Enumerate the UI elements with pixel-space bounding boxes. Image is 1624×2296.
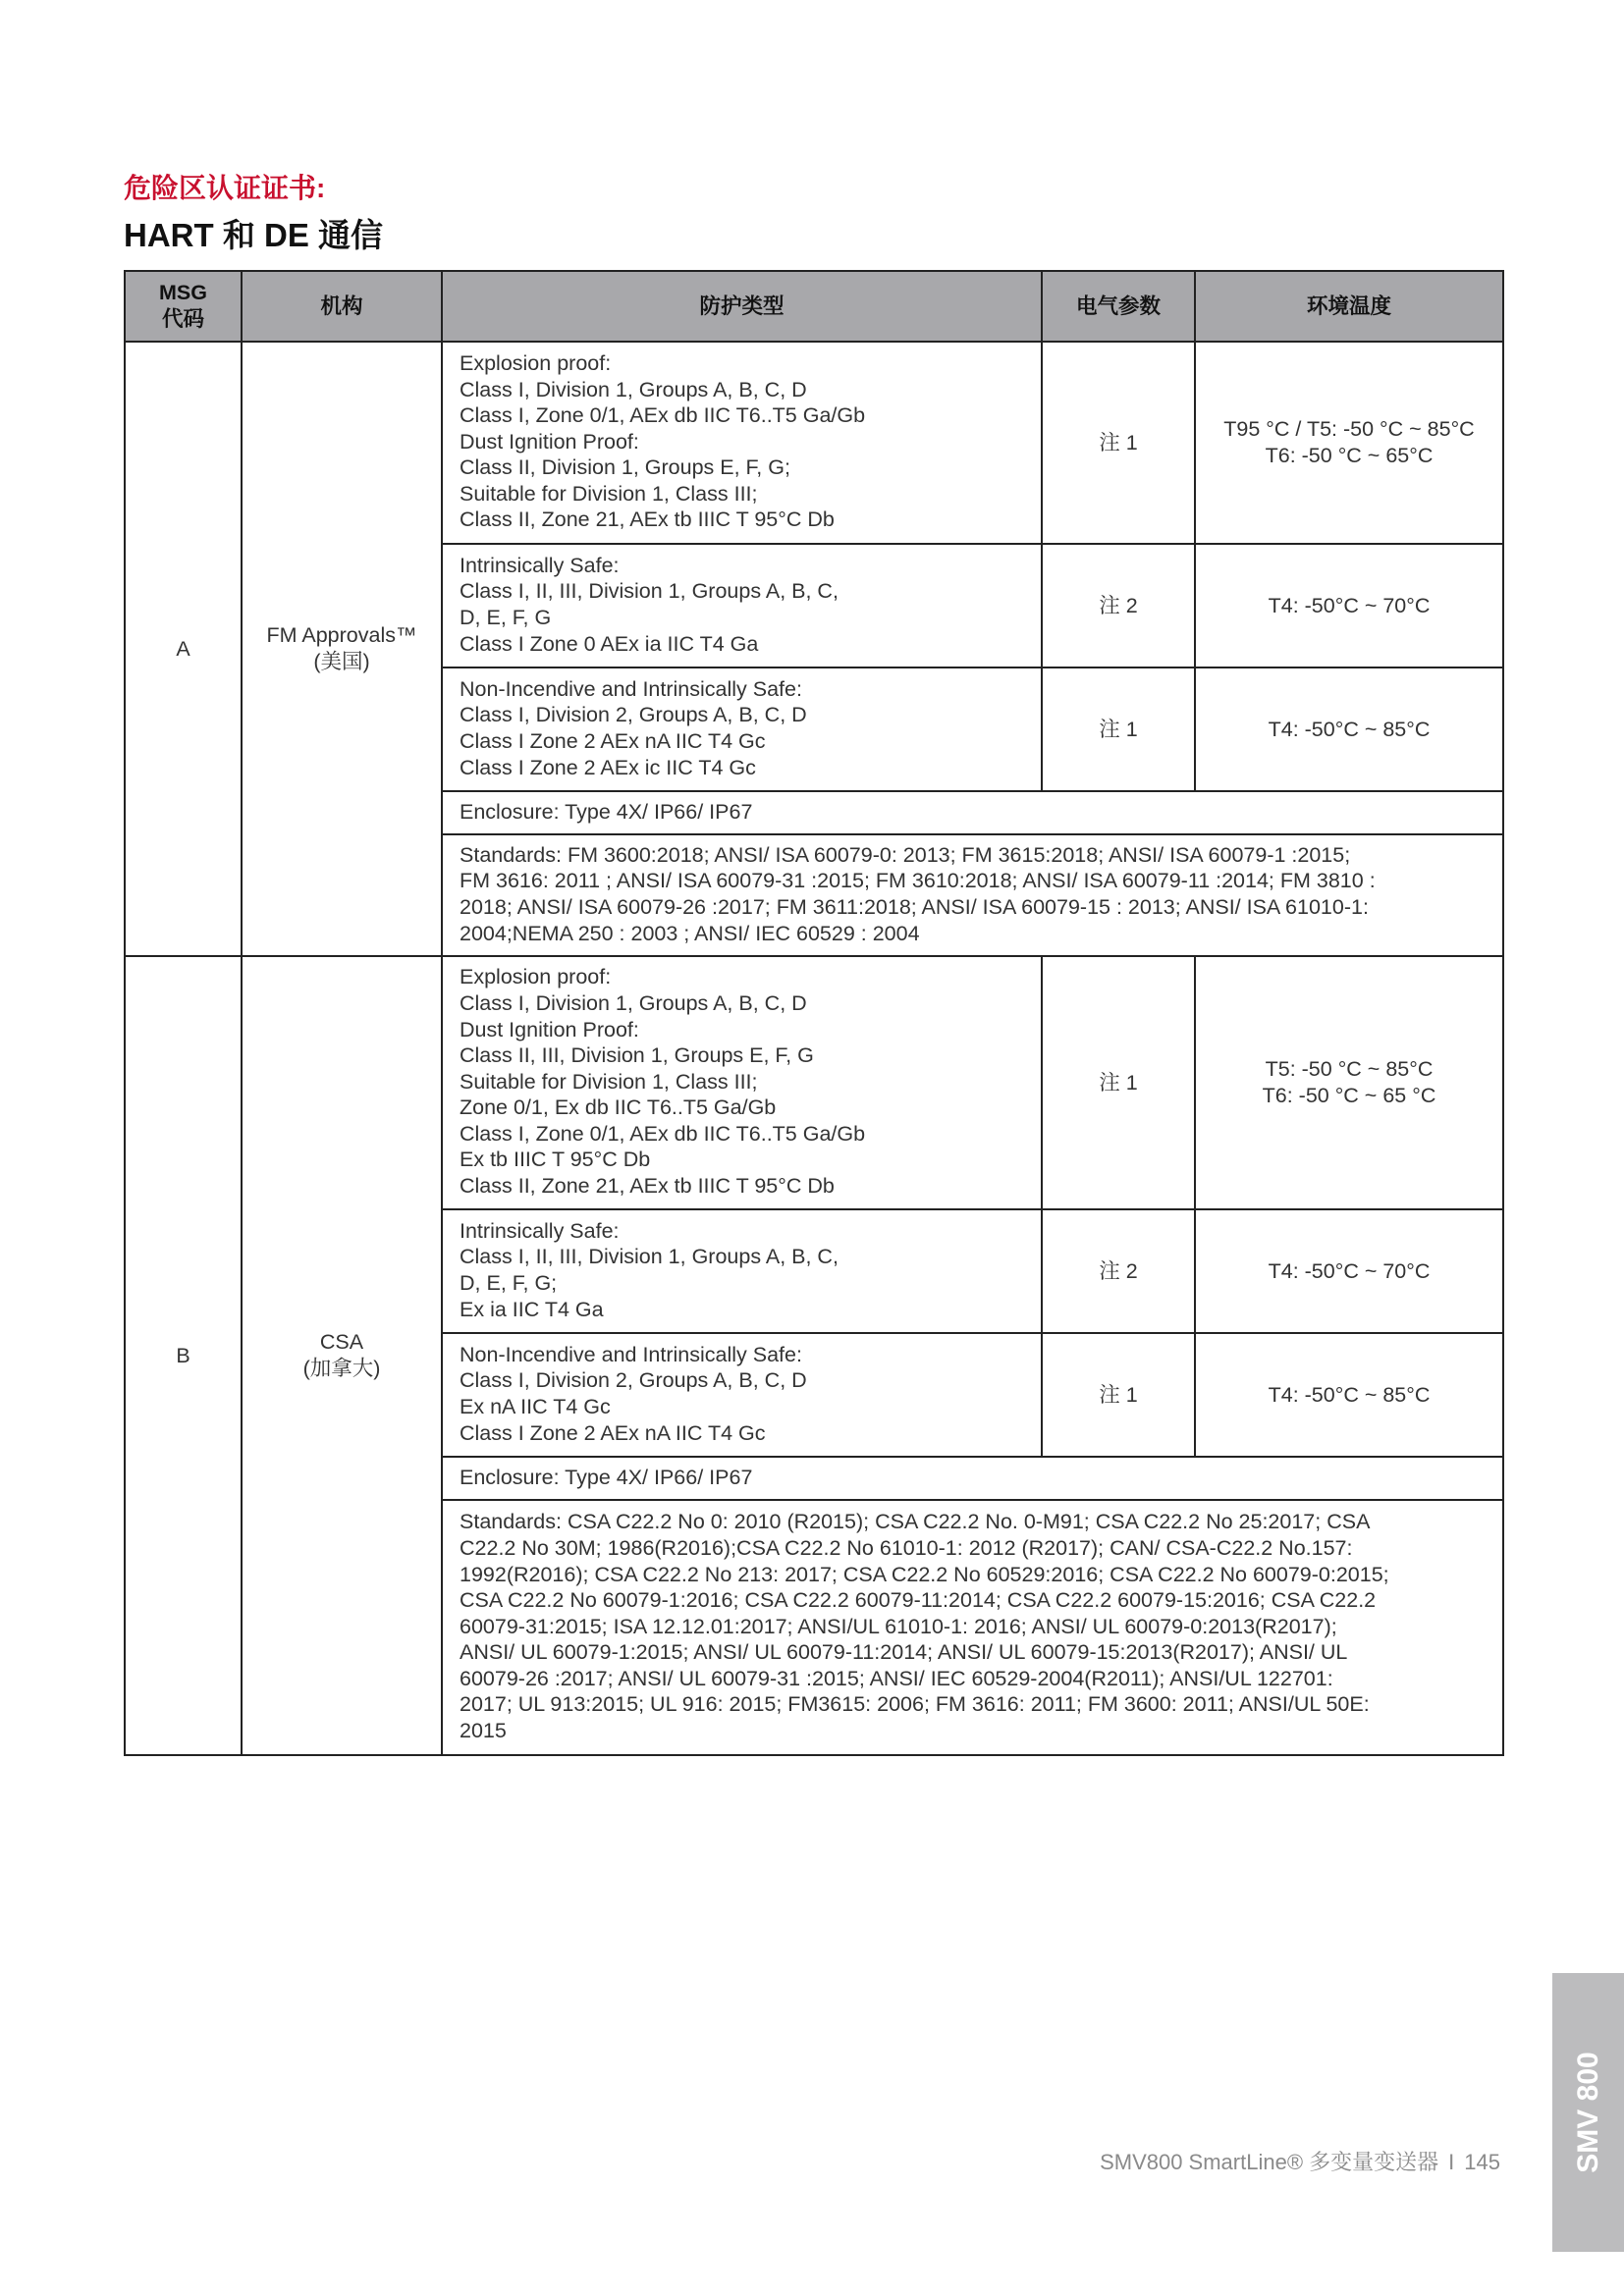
certification-table xyxy=(124,270,1504,1756)
temp-line: T95 °C / T5: -50 °C ~ 85°C xyxy=(1223,417,1475,442)
standards-line: 60079-31:2015; ISA 12.12.01:2017; ANSI/UL 61010-1: 2016; ANSI/ UL 60079-0:2013(R2017); xyxy=(460,1614,1337,1638)
protection-line: Ex tb IIIC T 95°C Db xyxy=(460,1148,651,1172)
protection-line: Class I, Division 1, Groups A, B, C, D xyxy=(460,377,807,401)
temp-line: T4: -50°C ~ 85°C xyxy=(1268,717,1431,741)
agency-cell xyxy=(242,342,442,956)
protection-line: D, E, F, G xyxy=(460,606,552,629)
electrical-param-cell: 注 1 xyxy=(1042,667,1195,791)
protection-line: Class I Zone 2 AEx nA IIC T4 Gc xyxy=(460,1420,766,1445)
table-body xyxy=(125,342,1503,1755)
footer-text: SMV800 SmartLine® 多变量变送器 xyxy=(1100,2150,1439,2174)
ambient-temp-cell xyxy=(1195,956,1503,1209)
protection-line: Zone 0/1, Ex db IIC T6..T5 Ga/Gb xyxy=(460,1095,777,1120)
protection-line: Dust Ignition Proof: xyxy=(460,429,639,454)
standards-line: 2018; ANSI/ ISA 60079-26 :2017; FM 3611:2018; ANSI/ ISA 60079-15 : 2013; ANSI/ ISA 61010-1: xyxy=(460,895,1369,919)
enclosure-cell: Enclosure: Type 4X/ IP66/ IP67 xyxy=(442,791,1503,834)
standards-line: CSA C22.2 No 60079-1:2016; CSA C22.2 60079-11:2014; CSA C22.2 60079-15:2016; CSA C22.2 xyxy=(460,1588,1377,1613)
standards-line: Standards: CSA C22.2 No 0: 2010 (R2015); CSA C22.2 No. 0-M91; CSA C22.2 No 25:2017; CSA xyxy=(460,1510,1371,1534)
protection-line: Suitable for Division 1, Class III; xyxy=(460,481,758,506)
agency-name: CSA xyxy=(319,1330,364,1355)
electrical-param-cell: 注 2 xyxy=(1042,544,1195,667)
protection-line: Class I Zone 0 AEx ia IIC T4 Ga xyxy=(460,631,759,656)
standards-line: 1992(R2016); CSA C22.2 No 213: 2017; CSA C22.2 No 60529:2016; CSA C22.2 No 60079-0:2015; xyxy=(460,1562,1389,1586)
msg-code-cell: A xyxy=(125,342,242,956)
section-kicker: 危险区认证证书: xyxy=(124,173,326,203)
protection-line: D, E, F, G; xyxy=(460,1271,558,1295)
ambient-temp-cell xyxy=(1195,1333,1503,1457)
protection-type-cell xyxy=(442,544,1042,667)
standards-line: 60079-26 :2017; ANSI/ UL 60079-31 :2015; ANSI/ IEC 60529-2004(R2011); ANSI/UL 122701: xyxy=(460,1666,1333,1690)
page-title: HART 和 DE 通信 xyxy=(124,217,383,253)
standards-line: FM 3616: 2011 ; ANSI/ ISA 60079-31 :2015; FM 3610:2018; ANSI/ ISA 60079-11 :2014; FM 3810 : xyxy=(460,869,1376,893)
standards-line: 2015 xyxy=(460,1719,507,1743)
protection-line: Dust Ignition Proof: xyxy=(460,1017,639,1041)
ambient-temp-cell xyxy=(1195,342,1503,544)
protection-type-cell xyxy=(442,342,1042,544)
protection-type-cell xyxy=(442,1209,1042,1333)
msg-code-cell: B xyxy=(125,956,242,1755)
protection-line: Class II, Zone 21, AEx tb IIIC T 95°C Db xyxy=(460,507,835,532)
protection-line: Ex nA IIC T4 Gc xyxy=(460,1395,611,1418)
temp-line: T4: -50°C ~ 70°C xyxy=(1268,593,1431,617)
protection-line: Explosion proof: xyxy=(460,965,612,989)
electrical-param-cell: 注 2 xyxy=(1042,1209,1195,1333)
temp-line: T5: -50 °C ~ 85°C xyxy=(1265,1057,1434,1082)
header-ambient: 环境温度 xyxy=(1195,271,1503,342)
protection-line: Class II, III, Division 1, Groups E, F, G xyxy=(460,1043,814,1068)
standards-line: C22.2 No 30M; 1986(R2016);CSA C22.2 No 61010-1: 2012 (R2017); CAN/ CSA-C22.2 No.157: xyxy=(460,1535,1353,1560)
page-footer xyxy=(1100,2146,1500,2176)
table-header-row xyxy=(125,271,1503,342)
standards-cell xyxy=(442,1500,1503,1755)
protection-line: Explosion proof: xyxy=(460,350,612,375)
protection-line: Class I, Division 2, Groups A, B, C, D xyxy=(460,1368,807,1393)
ambient-temp-cell xyxy=(1195,1209,1503,1333)
enclosure-cell: Enclosure: Type 4X/ IP66/ IP67 xyxy=(442,1457,1503,1500)
header-agency: 机构 xyxy=(242,271,442,342)
header-electrical: 电气参数 xyxy=(1042,271,1195,342)
standards-cell xyxy=(442,834,1503,956)
standards-line: ANSI/ UL 60079-1:2015; ANSI/ UL 60079-11:2014; ANSI/ UL 60079-15:2013(R2017); ANSI/ UL xyxy=(460,1640,1348,1665)
protection-type-cell xyxy=(442,956,1042,1209)
electrical-param-cell: 注 1 xyxy=(1042,342,1195,544)
agency-country: (加拿大) xyxy=(302,1357,381,1380)
header-protection: 防护类型 xyxy=(442,271,1042,342)
temp-line: T6: -50 °C ~ 65°C xyxy=(1265,444,1434,467)
temp-line: T4: -50°C ~ 85°C xyxy=(1268,1382,1431,1407)
protection-line: Non-Incendive and Intrinsically Safe: xyxy=(460,676,802,701)
protection-type-cell xyxy=(442,1333,1042,1457)
protection-line: Class I, II, III, Division 1, Groups A, B, C, xyxy=(460,579,839,604)
protection-line: Ex ia IIC T4 Ga xyxy=(460,1297,604,1321)
table-row xyxy=(125,956,1503,1209)
side-tab-label: SMV 800 xyxy=(1571,2052,1604,2173)
table-row xyxy=(125,342,1503,544)
protection-line: Class II, Division 1, Groups E, F, G; xyxy=(460,455,790,480)
standards-line: 2004;NEMA 250 : 2003 ; ANSI/ IEC 60529 : 2004 xyxy=(460,921,920,945)
protection-line: Class I, Division 2, Groups A, B, C, D xyxy=(460,703,807,727)
protection-line: Class I Zone 2 AEx ic IIC T4 Gc xyxy=(460,755,756,779)
standards-line: 2017; UL 913:2015; UL 916: 2015; FM3615: 2006; FM 3616: 2011; FM 3600: 2011; ANSI/UL 50E: xyxy=(460,1692,1370,1717)
protection-line: Intrinsically Safe: xyxy=(460,1218,620,1243)
electrical-param-cell: 注 1 xyxy=(1042,1333,1195,1457)
protection-line: Class I, Zone 0/1, AEx db IIC T6..T5 Ga/Gb xyxy=(460,1121,866,1146)
header-msg-line2: 代码 xyxy=(161,307,204,331)
protection-line: Class I, II, III, Division 1, Groups A, B, C, xyxy=(460,1245,839,1269)
protection-type-cell xyxy=(442,667,1042,791)
protection-line: Class I, Zone 0/1, AEx db IIC T6..T5 Ga/Gb xyxy=(460,403,866,428)
protection-line: Class II, Zone 21, AEx tb IIIC T 95°C Db xyxy=(460,1174,835,1199)
header-msg-line1: MSG xyxy=(159,281,207,305)
electrical-param-cell: 注 1 xyxy=(1042,956,1195,1209)
protection-line: Non-Incendive and Intrinsically Safe: xyxy=(460,1342,802,1366)
ambient-temp-cell xyxy=(1195,667,1503,791)
agency-name: FM Approvals™ xyxy=(266,623,417,648)
ambient-temp-cell xyxy=(1195,544,1503,667)
temp-line: T4: -50°C ~ 70°C xyxy=(1268,1258,1431,1283)
agency-country: (美国) xyxy=(313,650,370,673)
protection-line: Class I Zone 2 AEx nA IIC T4 Gc xyxy=(460,729,766,753)
footer-separator: I xyxy=(1448,2150,1455,2174)
header-msg-code xyxy=(125,271,242,342)
page-number: 145 xyxy=(1464,2150,1500,2174)
temp-line: T6: -50 °C ~ 65 °C xyxy=(1262,1084,1436,1107)
standards-line: Standards: FM 3600:2018; ANSI/ ISA 60079-0: 2013; FM 3615:2018; ANSI/ ISA 60079-1 :2015; xyxy=(460,842,1351,867)
agency-cell xyxy=(242,956,442,1755)
protection-line: Class I, Division 1, Groups A, B, C, D xyxy=(460,990,807,1015)
side-tab xyxy=(1552,1973,1624,2252)
protection-line: Suitable for Division 1, Class III; xyxy=(460,1069,758,1094)
protection-line: Intrinsically Safe: xyxy=(460,553,620,577)
